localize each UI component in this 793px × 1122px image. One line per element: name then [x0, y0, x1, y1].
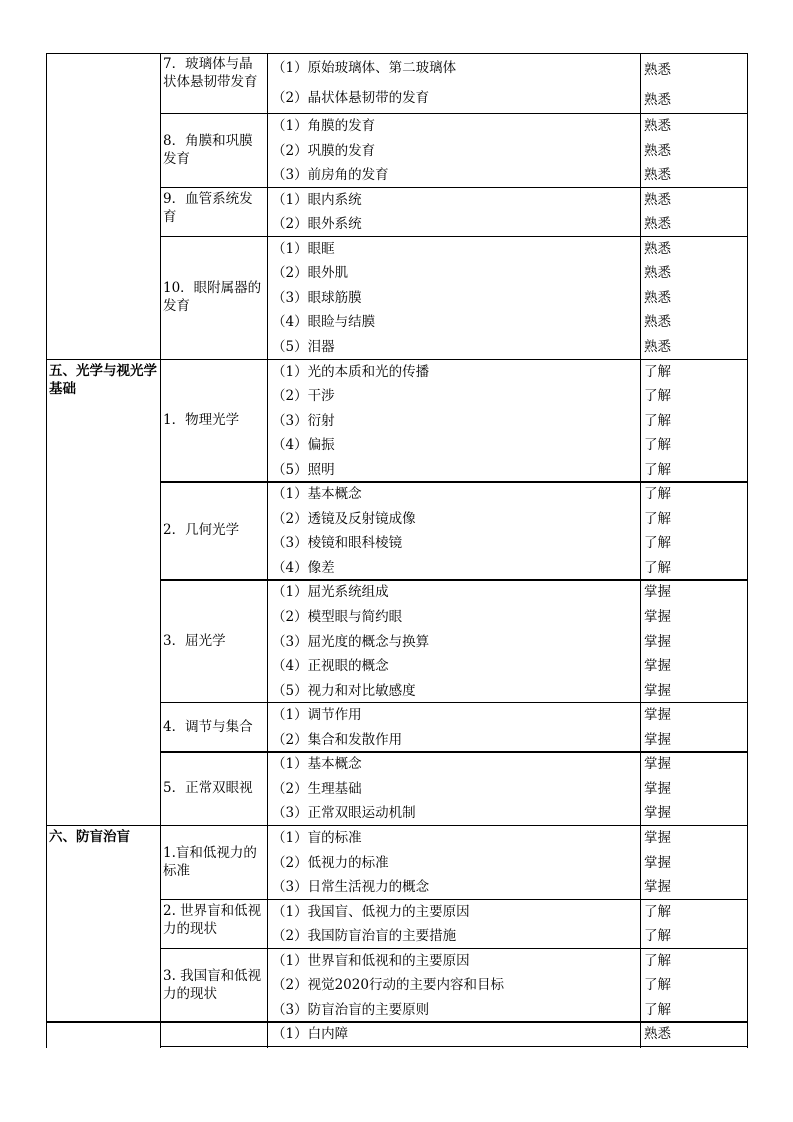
level-badge: 熟悉	[644, 167, 671, 184]
level-badge: 了解	[644, 952, 671, 969]
subsection-title: 1.盲和低视力的标准	[163, 844, 257, 879]
level-badge: 熟悉	[644, 92, 671, 108]
item-text: （1）眼眶	[272, 240, 335, 257]
item-text: （4）偏振	[272, 437, 335, 454]
item-text: （2）低视力的标准	[272, 854, 389, 871]
item-text: （3）前房角的发育	[272, 167, 389, 184]
item-text: （3）正常双眼运动机制	[272, 805, 416, 822]
level-badge: 掌握	[644, 756, 671, 773]
item-text: （1）基本概念	[272, 486, 362, 503]
item-text: （1）调节作用	[272, 707, 362, 724]
level-badge: 掌握	[644, 658, 671, 675]
item-text: （4）正视眼的概念	[272, 658, 389, 675]
item-text: （2）生理基础	[272, 780, 362, 797]
level-badge: 熟悉	[644, 265, 671, 282]
level-badge: 掌握	[644, 584, 671, 601]
subsection-divider	[160, 1046, 748, 1047]
item-text: （2）视觉2020行动的主要内容和目标	[272, 977, 504, 994]
item-text: （2）干涉	[272, 388, 335, 405]
subsection-title: 2. 世界盲和低视力的现状	[163, 902, 262, 937]
item-text: （2）模型眼与简约眼	[272, 609, 403, 625]
level-badge: 了解	[644, 977, 671, 994]
subsection-title: 3．屈光学	[163, 632, 226, 649]
item-text: （1）原始玻璃体、第二玻璃体	[272, 60, 457, 76]
subsection-title: 9．血管系统发育	[163, 190, 253, 225]
level-badge: 了解	[644, 437, 671, 454]
item-text: （2）我国防盲治盲的主要措施	[272, 928, 457, 945]
level-badge: 掌握	[644, 633, 671, 650]
level-badge: 掌握	[644, 879, 671, 896]
level-badge: 了解	[644, 903, 671, 920]
item-text: （2）巩膜的发育	[272, 142, 376, 159]
column-border-left	[46, 53, 47, 1048]
subsection-divider	[160, 825, 748, 826]
subsection-divider	[160, 899, 748, 900]
item-text: （1）世界盲和低视和的主要原因	[272, 952, 470, 969]
item-text: （5）视力和对比敏感度	[272, 682, 416, 699]
level-badge: 掌握	[644, 780, 671, 797]
level-badge: 熟悉	[644, 338, 671, 355]
item-text: （1）角膜的发育	[272, 118, 376, 134]
subsection-title: 7．玻璃体与晶状体悬韧带发育	[163, 56, 258, 90]
item-text: （1）光的本质和光的传播	[272, 363, 430, 380]
level-badge: 掌握	[644, 682, 671, 699]
item-text: （1）屈光系统组成	[272, 584, 389, 601]
level-badge: 掌握	[644, 829, 671, 846]
level-badge: 熟悉	[644, 314, 671, 331]
item-text: （4）像差	[272, 559, 335, 576]
subsection-divider	[160, 481, 748, 482]
level-badge: 了解	[644, 510, 671, 527]
level-badge: 掌握	[644, 854, 671, 871]
level-badge: 熟悉	[644, 118, 671, 134]
subsection-title: 1．物理光学	[163, 411, 240, 428]
level-badge: 熟悉	[644, 216, 671, 233]
level-badge: 熟悉	[644, 240, 671, 257]
item-text: （5）泪器	[272, 338, 335, 355]
level-badge: 掌握	[644, 707, 671, 724]
subsection-divider	[160, 948, 748, 949]
item-text: （2）晶状体悬韧带的发育	[272, 90, 430, 106]
level-badge: 掌握	[644, 609, 671, 625]
subsection-title: 8．角膜和巩膜发育	[163, 132, 253, 167]
item-text: （3）防盲治盲的主要原则	[272, 1001, 430, 1018]
section-divider	[46, 1021, 161, 1022]
subsection-divider	[160, 359, 748, 360]
item-text: （1）眼内系统	[272, 191, 362, 208]
item-text: （2）集合和发散作用	[272, 731, 403, 748]
item-text: （3）屈光度的概念与换算	[272, 633, 430, 650]
level-badge: 了解	[644, 363, 671, 380]
level-badge: 了解	[644, 559, 671, 576]
level-badge: 了解	[644, 535, 671, 552]
item-text: （1）基本概念	[272, 756, 362, 773]
subsection-title: 2．几何光学	[163, 522, 240, 539]
section-title: 六、防盲治盲	[49, 828, 130, 845]
level-badge: 了解	[644, 1001, 671, 1018]
level-badge: 熟悉	[644, 142, 671, 159]
item-text: （1）我国盲、低视力的主要原因	[272, 903, 470, 920]
level-badge: 掌握	[644, 731, 671, 748]
section-divider	[46, 825, 161, 826]
item-text: （1）白内障	[272, 1026, 349, 1043]
subsection-divider	[160, 702, 748, 703]
table-top-border	[46, 53, 748, 54]
level-badge: 了解	[644, 412, 671, 429]
item-text: （2）透镜及反射镜成像	[272, 510, 416, 527]
level-badge: 熟悉	[644, 62, 671, 78]
level-badge: 熟悉	[644, 191, 671, 208]
subsection-divider	[160, 751, 748, 752]
subsection-title: 3. 我国盲和低视力的现状	[163, 967, 262, 1002]
level-badge: 了解	[644, 928, 671, 945]
level-badge: 了解	[644, 388, 671, 405]
subsection-title: 4．调节与集合	[163, 718, 253, 735]
subsection-divider	[160, 113, 748, 114]
item-text: （2）眼外肌	[272, 265, 349, 282]
level-badge: 熟悉	[644, 289, 671, 306]
section-divider	[46, 359, 161, 360]
item-text: （3）眼球筋膜	[272, 289, 362, 306]
item-text: （1）盲的标准	[272, 829, 362, 846]
level-badge: 了解	[644, 461, 671, 478]
subsection-divider	[160, 236, 748, 237]
level-badge: 熟悉	[644, 1026, 671, 1043]
subsection-divider	[160, 187, 748, 188]
subsection-title: 5．正常双眼视	[163, 780, 253, 797]
level-badge: 掌握	[644, 805, 671, 822]
subsection-divider	[160, 1021, 748, 1022]
item-text: （3）日常生活视力的概念	[272, 879, 430, 896]
item-text: （2）眼外系统	[272, 216, 362, 233]
section-title: 五、光学与视光学基础	[49, 362, 157, 397]
item-text: （4）眼睑与结膜	[272, 314, 376, 331]
level-badge: 了解	[644, 486, 671, 503]
item-text: （5）照明	[272, 461, 335, 478]
item-text: （3）衍射	[272, 412, 335, 429]
item-text: （3）棱镜和眼科棱镜	[272, 535, 403, 552]
subsection-title: 10．眼附属器的发育	[163, 280, 262, 315]
subsection-divider	[160, 579, 748, 580]
